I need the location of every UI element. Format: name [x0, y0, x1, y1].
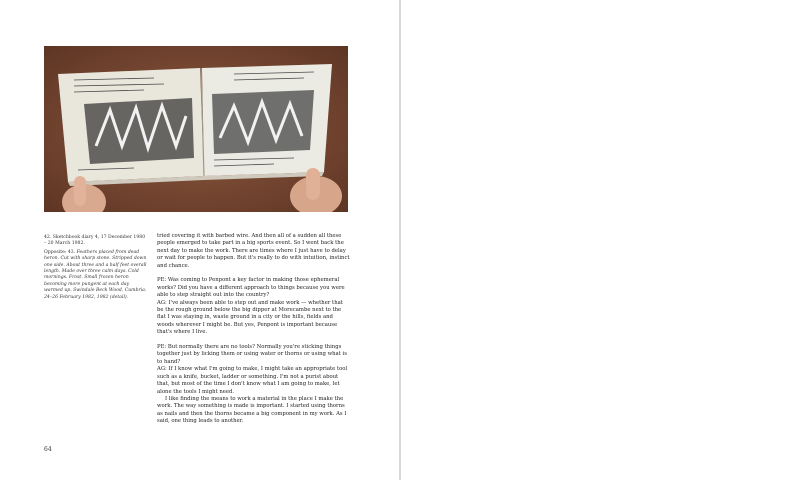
caption-fig42: 42. Sketchbook diary 4, 17 December 1980 – 20 March 1982.	[44, 235, 146, 247]
page-number: 64	[44, 446, 52, 453]
interview-text	[157, 233, 351, 426]
sketchbook-photo	[44, 46, 348, 212]
caption-fig43-lead: Opposite: 43.	[44, 249, 76, 255]
paragraph-3: AG: I've always been able to step out and make work — whether that be the rough ground below the big dipper at Morecambe next to the flat I was staying in, waste ground in a city or the hills, fields and woods wherever I might be. But yes, Penpont is important because that's where I live.	[157, 299, 343, 336]
paragraph-2: PE: Was coming to Penpont a key factor in making those ephemeral works? Did you have a different approach to things because you were able to step straight out into the country?	[157, 277, 345, 299]
right-page	[401, 0, 800, 480]
paragraph-5: AG: If I know what I'm going to make, I might take an appropriate tool such as a knife, bucket, ladder or something. I'm not a purist about that, but most of the time I don't know what I am going to make, let alone the tools I might need.	[157, 366, 348, 395]
caption-fig43-italic: Feathers placed from dead heron. Cut with sharp stone. Stripped down one side. About three and a half feet overall length. Made over three calm days. Cold mornings. Frost. Small frozen heron becoming more pungent at each day warmed up. Swindale Beck Wood, Cumbria. 24–26 February 1982, 1982 (detail).	[44, 249, 147, 300]
paragraph-6: I like finding the means to work a material in the place I make the work. The way something is made is important. I started using thorns as nails and then the thorns became a big component in my work. As I said, one thing leads to another.	[157, 395, 347, 425]
caption-fig43	[44, 250, 148, 301]
left-page	[0, 0, 399, 480]
paragraph-4: PE: But normally there are no tools? Normally you're sticking things together just by licking them or using water or thorns or using what is to hand?	[157, 344, 347, 365]
paragraph-1: tried covering it with barbed wire. And then all of a sudden all these people emerged to take part in a big sports event. So I went back the next day to make the work. There are times where I just have to delay or wait for people to happen. But it's really to do with intuition, instinct and chance.	[157, 233, 350, 269]
figure-caption	[44, 235, 148, 303]
